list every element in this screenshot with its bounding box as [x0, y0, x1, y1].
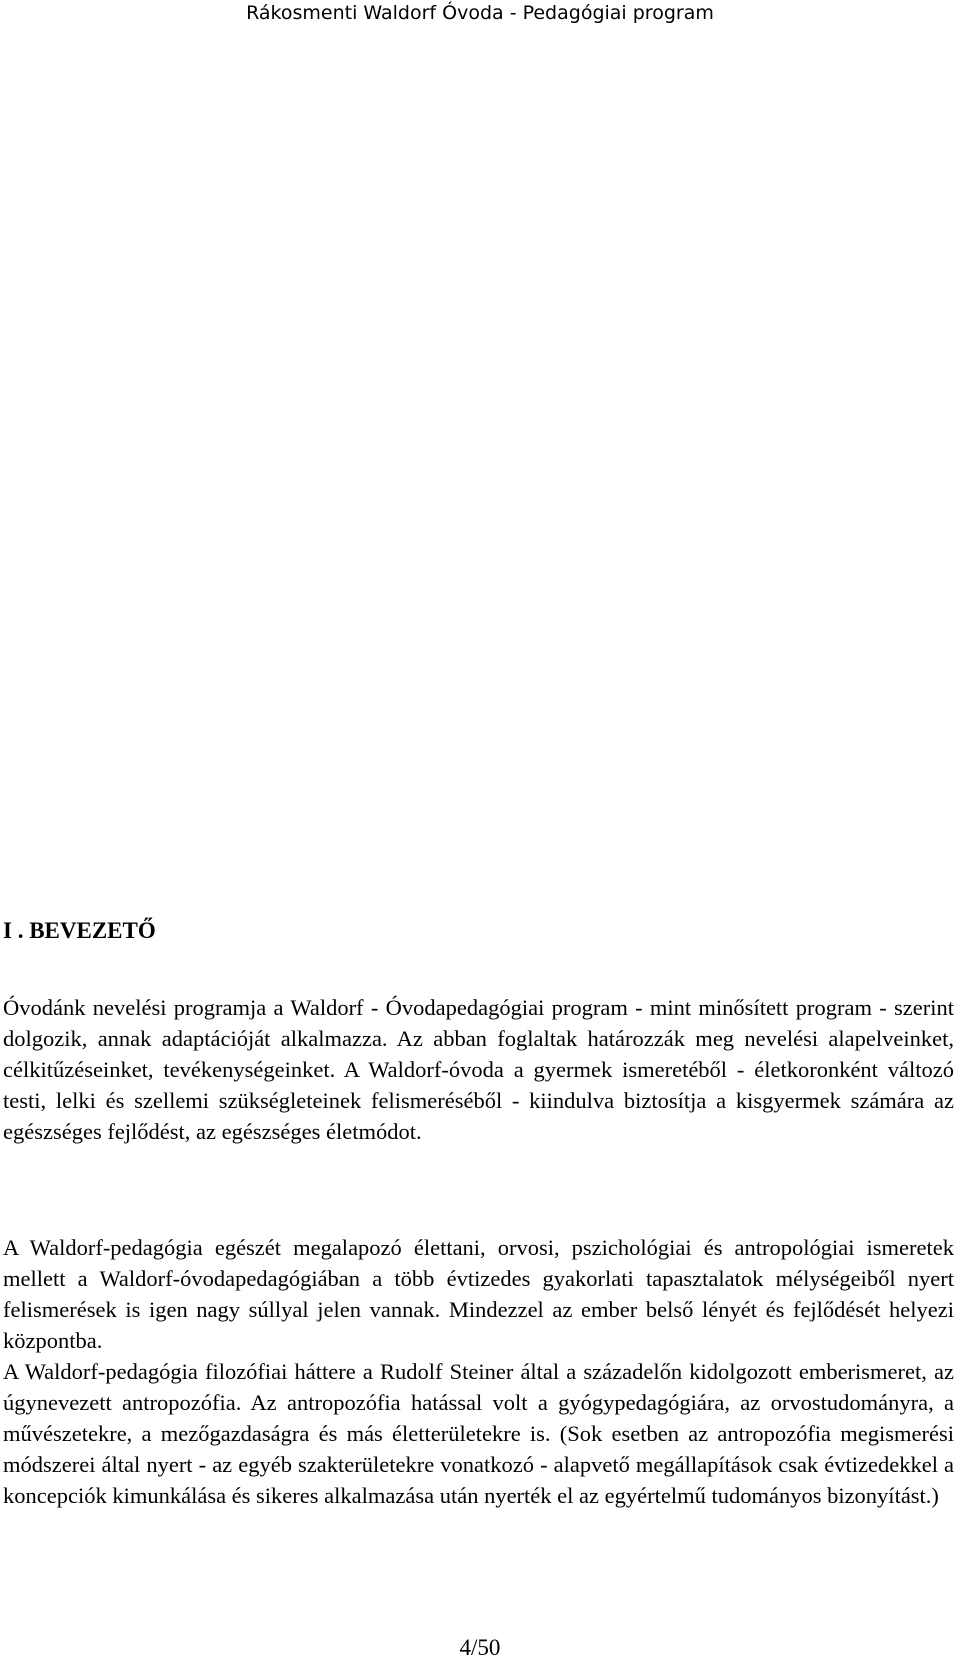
paragraph-intro: Óvodánk nevelési programja a Waldorf - Óvodapedagógiai program - mint minősített program - szerint dolgozik, annak adaptációját alkalmazza. Az abban foglaltak határozzák meg nevelési alapelveinket, célkitűzéseinket, tevékenységeinket. A Waldorf-óvoda a gyermek ismeretéből - életkoronként változó testi, lelki és szellemi szükségleteinek felismeréséből - kiindulva biztosítja a kisgyermek számára az egészséges fejlődést, az egészséges életmódot.: [3, 995, 954, 1144]
paragraph-foundations: A Waldorf-pedagógia egészét megalapozó élettani, orvosi, pszichológiai és antropológiai ismeretek mellett a Waldorf-óvodapedagógiában a több évtizedes gyakorlati tapasztalatok mélységeiből nyert felismerések is igen nagy súllyal jelen vannak. Mindezzel az ember belső lényét és fejlődését helyezi központba.: [3, 1235, 954, 1353]
page-number: 4/50: [459, 1635, 501, 1660]
paragraph-philosophy: A Waldorf-pedagógia filozófiai háttere a Rudolf Steiner által a századelőn kidolgozott emberismeret, az úgynevezett antropozófia. Az antropozófia hatással volt a gyógypedagógiára, az orvostudományra, a művészetekre, a mezőgazdaságra és más életterületekre is. (Sok esetben az antropozófia megismerési módszerei által nyert - az egyéb szakterületekre vonatkozó - alapvető megállapítások csak évtizedekkel a koncepciók kimunkálása és sikeres alkalmazása után nyerték el az egyértelmű tudományos bizonyítást.): [3, 1359, 954, 1508]
section-title: I . BEVEZETŐ: [3, 918, 156, 943]
running-header: Rákosmenti Waldorf Óvoda - Pedagógiai program: [246, 2, 714, 24]
